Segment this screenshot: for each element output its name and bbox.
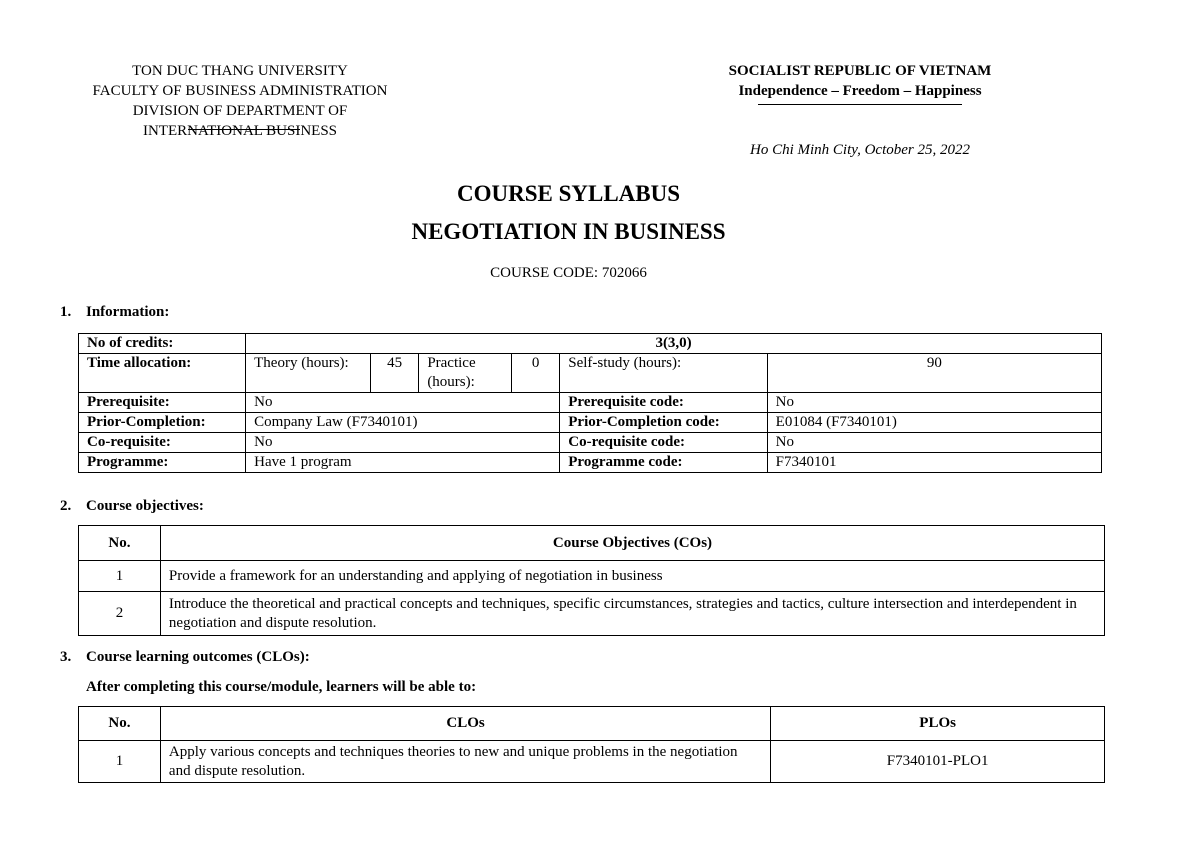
programme-code-value: F7340101 bbox=[767, 453, 1101, 473]
division-name: DIVISION OF DEPARTMENT OF bbox=[132, 103, 348, 119]
section-heading-information: 1. Information: bbox=[60, 304, 170, 320]
prior-completion-code-label: Prior-Completion code: bbox=[560, 413, 767, 433]
co-requisite-value: No bbox=[246, 433, 560, 453]
header-left bbox=[40, 61, 440, 141]
table-row bbox=[79, 393, 1102, 413]
document-title: COURSE SYLLABUS bbox=[456, 181, 681, 206]
table-row bbox=[79, 453, 1102, 473]
theory-label: Theory (hours): bbox=[246, 354, 371, 393]
prior-completion-code-value: E01084 (F7340101) bbox=[767, 413, 1101, 433]
time-allocation-label: Time allocation: bbox=[79, 354, 246, 393]
clo-text: Apply various concepts and techniques theories to new and unique problems in the negotiation and dispute resolution. bbox=[160, 741, 770, 783]
credits-label: No of credits: bbox=[79, 334, 246, 354]
programme-value: Have 1 program bbox=[246, 453, 560, 473]
table-row bbox=[79, 413, 1102, 433]
course-code: COURSE CODE: 702066 bbox=[490, 265, 647, 281]
theory-value: 45 bbox=[370, 354, 418, 393]
faculty-name: FACULTY OF BUSINESS ADMINISTRATION bbox=[92, 83, 388, 99]
clo-number: 1 bbox=[79, 741, 161, 783]
co-requisite-code-label: Co-requisite code: bbox=[560, 433, 767, 453]
self-study-value: 90 bbox=[767, 354, 1101, 393]
objectives-table bbox=[78, 525, 1105, 636]
table-row bbox=[79, 592, 1105, 636]
clos-table bbox=[78, 706, 1105, 783]
objective-number: 1 bbox=[79, 561, 161, 592]
course-title: NEGOTIATION IN BUSINESS bbox=[411, 219, 726, 244]
prerequisite-code-label: Prerequisite code: bbox=[560, 393, 767, 413]
motto-underline bbox=[758, 104, 962, 105]
co-requisite-label: Co-requisite: bbox=[79, 433, 246, 453]
prior-completion-label: Prior-Completion: bbox=[79, 413, 246, 433]
table-header-row bbox=[79, 707, 1105, 741]
prior-completion-value: Company Law (F7340101) bbox=[246, 413, 560, 433]
section-heading-objectives: 2. Course objectives: bbox=[60, 498, 204, 514]
information-table bbox=[78, 333, 1102, 473]
prerequisite-code-value: No bbox=[767, 393, 1101, 413]
programme-label: Programme: bbox=[79, 453, 246, 473]
document-date: Ho Chi Minh City, October 25, 2022 bbox=[750, 142, 970, 158]
objective-text: Provide a framework for an understanding and applying of negotiation in business bbox=[160, 561, 1104, 592]
column-header-no: No. bbox=[79, 526, 161, 561]
column-header-objectives: Course Objectives (COs) bbox=[160, 526, 1104, 561]
table-header-row bbox=[79, 526, 1105, 561]
co-requisite-code-value: No bbox=[767, 433, 1101, 453]
programme-code-label: Programme code: bbox=[560, 453, 767, 473]
table-row bbox=[79, 741, 1105, 783]
country-name: SOCIALIST REPUBLIC OF VIETNAM bbox=[728, 63, 992, 79]
practice-value: 0 bbox=[511, 354, 559, 393]
table-row bbox=[79, 334, 1102, 354]
self-study-label: Self-study (hours): bbox=[560, 354, 767, 393]
column-header-plos: PLOs bbox=[771, 707, 1105, 741]
objective-number: 2 bbox=[79, 592, 161, 636]
column-header-clos: CLOs bbox=[160, 707, 770, 741]
prerequisite-value: No bbox=[246, 393, 560, 413]
plo-code: F7340101-PLO1 bbox=[771, 741, 1105, 783]
prerequisite-label: Prerequisite: bbox=[79, 393, 246, 413]
national-motto: Independence – Freedom – Happiness bbox=[738, 83, 982, 99]
objective-text: Introduce the theoretical and practical concepts and techniques, specific circumstances, strategies and tactics, culture intersection and interdependent in negotiation and dispute resolution. bbox=[160, 592, 1104, 636]
practice-label: Practice (hours): bbox=[419, 354, 512, 393]
decorative-line bbox=[188, 129, 300, 130]
header-right bbox=[660, 61, 1060, 105]
table-row bbox=[79, 354, 1102, 393]
table-row bbox=[79, 433, 1102, 453]
column-header-no: No. bbox=[79, 707, 161, 741]
section-heading-clos: 3. Course learning outcomes (CLOs): bbox=[60, 649, 310, 665]
department-name: INTERNATIONAL BUSINESS bbox=[142, 123, 338, 139]
clos-intro: After completing this course/module, learners will be able to: bbox=[86, 679, 477, 695]
credits-value: 3(3,0) bbox=[246, 334, 1102, 354]
university-name: TON DUC THANG UNIVERSITY bbox=[132, 63, 348, 79]
table-row bbox=[79, 561, 1105, 592]
